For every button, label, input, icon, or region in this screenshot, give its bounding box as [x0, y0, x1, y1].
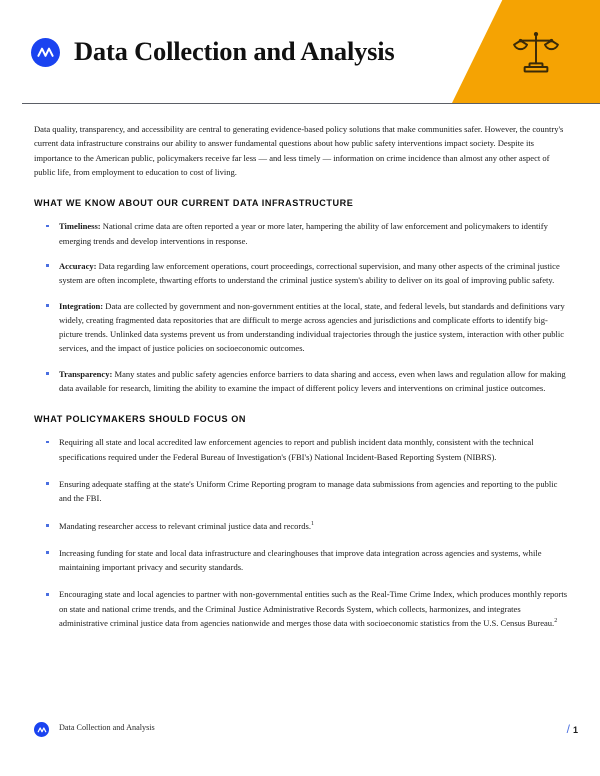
- bullet-list: [34, 435, 568, 630]
- page-title: Data Collection and Analysis: [74, 36, 395, 66]
- bullet-dot-icon: [46, 225, 49, 228]
- list-item: [34, 546, 568, 575]
- footer-label: Data Collection and Analysis: [59, 723, 155, 732]
- bullet-lead: Accuracy:: [59, 260, 97, 271]
- bullet-dot-icon: [46, 441, 49, 444]
- list-item: [34, 519, 568, 533]
- bullet-dot-icon: [46, 372, 49, 375]
- bullet-text: Data regarding law enforcement operations, court proceedings, correctional supervision, and many other aspects of the criminal justice system are often incomplete, thwarting efforts to understand the criminal justice system's ability to deliver on its goal of improving public safety.: [59, 260, 560, 286]
- av-monogram-logo: [31, 38, 60, 67]
- list-item: [34, 219, 568, 248]
- section-current-data-infrastructure: [34, 198, 568, 395]
- bullet-dot-icon: [46, 593, 49, 596]
- bullet-dot-icon: [46, 482, 49, 485]
- bullet-dot-icon: [46, 551, 49, 554]
- bullet-text: Encouraging state and local agencies to partner with non-governmental entities such as the Real-Time Crime Index, which produces monthly reports on state and national crime trends, and the Criminal Justice Administrative Records System, which collects, harmonizes, and integrates administrative criminal justice data from agencies nationwide and merges those data with socioeconomic statistics from the U.S. Census Bureau.: [59, 589, 568, 629]
- av-monogram-logo: [34, 722, 49, 737]
- section-policymaker-focus: [34, 414, 568, 630]
- bullet-text: Many states and public safety agencies enforce barriers to data sharing and access, even when laws and regulation allow for making data available for research, limiting the ability to examine the impact of different policy levers and interventions on criminal justice outcomes.: [59, 368, 566, 394]
- page-number-value: 1: [572, 725, 578, 735]
- bullet-text: Mandating researcher access to relevant criminal justice data and records.: [59, 520, 312, 531]
- bullet-text: Ensuring adequate staffing at the state's Uniform Crime Reporting program to manage data submissions from agencies and reporting to the public and the FBI.: [59, 478, 558, 504]
- list-item: [34, 587, 568, 630]
- section-heading: WHAT WE KNOW ABOUT OUR CURRENT DATA INFRASTRUCTURE: [34, 198, 354, 209]
- document-body: [34, 122, 568, 643]
- page-footer: [0, 722, 600, 742]
- bullet-text: National crime data are often reported a year or more later, hampering the ability of law enforcement and policymakers to identify emerging trends and develop interventions in response.: [59, 221, 548, 246]
- bullet-lead: Integration:: [59, 300, 104, 311]
- bullet-text: Increasing funding for state and local data infrastructure and clearinghouses that improve data integration across agencies and systems, while maintaining important privacy and security standards.: [59, 547, 542, 573]
- bullet-text: Data are collected by government and non-government entities at the local, state, and federal levels, but standards and definitions vary widely, creating fragmented data repositories that are difficult to merge across agencies and jurisdictions and complicate efforts to identify big-picture trends. Unlinked data systems prevent us from understanding individual trajectories through the justice system, interaction with other public services, and the impact of justice policies on socioeconomic outcomes.: [59, 300, 565, 354]
- list-item: [34, 435, 568, 464]
- scales-of-justice-icon: [510, 26, 562, 78]
- intro-paragraph: Data quality, transparency, and accessibility are central to generating evidence-based policy solutions that make communities safer. However, the country's current data infrastructure constrains our ability to answer fundamental questions about how public safety interventions impact society. Despite its importance to the American public, policymakers receive far less — and less timely — information on crime incidence than almost any other aspect of public life, from employment to education to cost of living.: [34, 124, 564, 178]
- list-item: [34, 367, 568, 396]
- footnote-marker: 2: [554, 618, 558, 625]
- bullet-text: Requiring all state and local accredited law enforcement agencies to report and publish incident data monthly, consistent with the technical specifications required under the Federal Bureau of Investigation's (FBI's) National Incident-Based Reporting System (NIBRS).: [59, 437, 534, 462]
- list-item: [34, 477, 568, 506]
- bullet-dot-icon: [46, 524, 49, 527]
- page-number-separator: /: [566, 722, 570, 736]
- bullet-dot-icon: [46, 304, 49, 307]
- bullet-lead: Timeliness:: [59, 221, 101, 232]
- page-number: [567, 722, 578, 736]
- bullet-lead: Transparency:: [59, 368, 113, 379]
- section-heading: WHAT POLICYMAKERS SHOULD FOCUS ON: [34, 414, 246, 425]
- footnote-marker: 1: [311, 520, 315, 527]
- bullet-list: [34, 219, 568, 395]
- page-header: [0, 0, 600, 104]
- list-item: [34, 259, 568, 288]
- list-item: [34, 299, 568, 356]
- header-divider: [22, 103, 600, 104]
- bullet-dot-icon: [46, 264, 49, 267]
